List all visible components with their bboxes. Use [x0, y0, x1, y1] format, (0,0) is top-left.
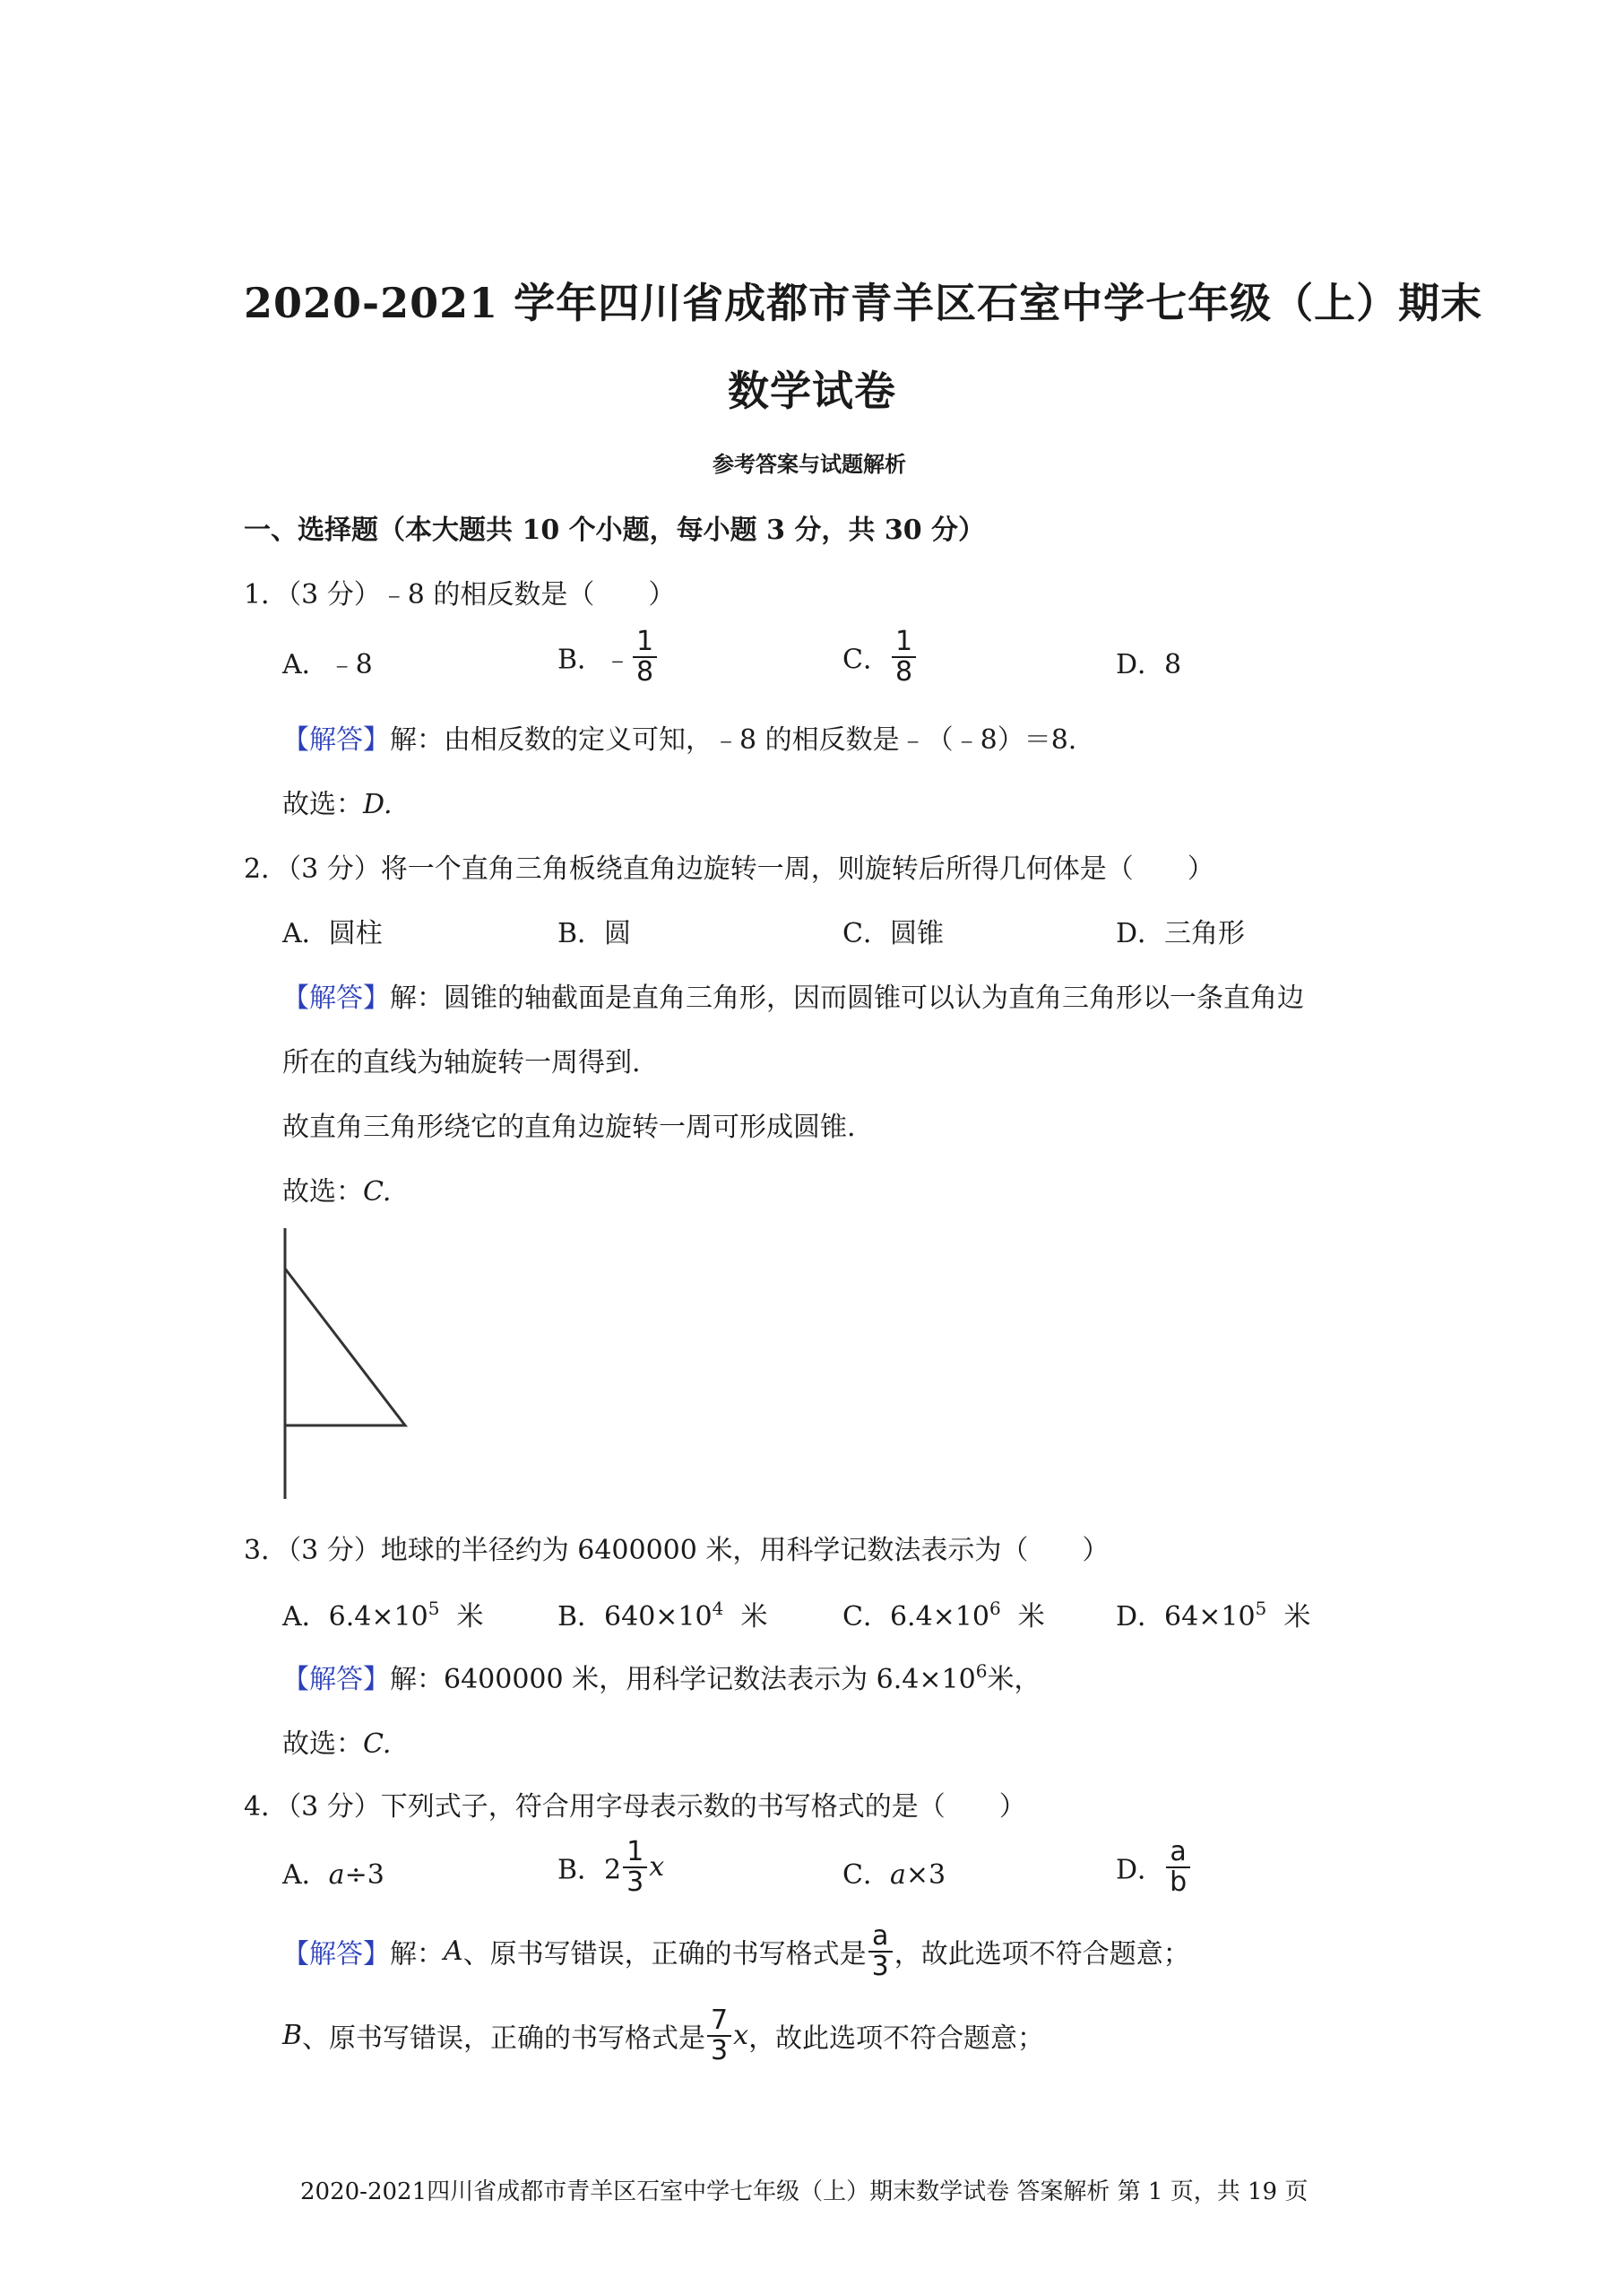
- q1-option-c-prefix: C．: [842, 644, 890, 676]
- answer-tag: 【解答】: [282, 983, 390, 1014]
- question-4-stem: 4．（3 分）下列式子，符合用字母表示数的书写格式的是（ ）: [244, 1791, 1026, 1823]
- rotation-triangle-figure: [269, 1219, 430, 1506]
- q3-option-b: B．$640\times 10^4$ 米: [557, 1598, 768, 1632]
- q4-solution-fraction-b: $\frac{7}{3}$: [707, 2006, 731, 2065]
- answer-tag: 【解答】: [282, 1938, 390, 1970]
- q1-option-a: A．﹣8: [282, 649, 373, 680]
- q1-option-b-fraction: $\frac{1}{8}$: [633, 628, 657, 686]
- q1-option-c-fraction: $\frac{1}{8}$: [892, 628, 916, 686]
- page-footer: 2020-2021四川省成都市青羊区石室中学七年级（上）期末数学试卷 答案解析 第 1 页，共 19 页: [300, 2178, 1309, 2205]
- q2-option-c: C．圆锥: [842, 918, 944, 949]
- q1-option-c: [842, 628, 918, 686]
- q4-solution-line1: 【解答】解：A、原书写错误，正确的书写格式是 $\frac{a}{3}$ ，故此选项不符合题意；: [282, 1920, 1190, 1982]
- q4-option-c: C．a×3: [842, 1859, 946, 1891]
- page-title-line2: 数学试卷: [728, 367, 896, 415]
- q1-choice: 故选：D.: [282, 789, 393, 820]
- q2-solution-line2: 所在的直线为轴旋转一周得到.: [282, 1047, 641, 1078]
- q1-option-d: D．8: [1116, 649, 1182, 680]
- q1-option-b: [557, 628, 659, 686]
- q1-option-b-prefix: B．﹣: [557, 644, 632, 676]
- q4-option-a: A．a÷3: [282, 1859, 384, 1891]
- q4-option-b-fraction: $\frac{1}{3}$: [623, 1838, 647, 1896]
- q4-option-b: B．2 $\frac{1}{3}$ x: [557, 1836, 665, 1898]
- q2-solution-line3: 故直角三角形绕它的直角边旋转一周可形成圆锥.: [282, 1112, 856, 1143]
- q3-solution: 【解答】解：6400000 米，用科学记数法表示为 $6.4\times 10^6$米，: [282, 1660, 1041, 1695]
- answer-tag: 【解答】: [282, 1664, 390, 1695]
- page-subtitle: 参考答案与试题解析: [713, 451, 906, 477]
- right-triangle-shape: [285, 1269, 405, 1425]
- q3-option-c: C．$6.4\times 10^6$ 米: [842, 1598, 1045, 1632]
- q2-option-a: A．圆柱: [282, 918, 383, 949]
- q4-solution-fraction-a: $\frac{a}{3}$: [868, 1922, 893, 1980]
- q1-solution: 【解答】解：由相反数的定义可知，﹣8 的相反数是﹣（﹣8）＝8.: [282, 724, 1077, 756]
- q3-option-d: D．$64\times 10^5$ 米: [1116, 1598, 1311, 1632]
- q3-option-a: A．$6.4\times 10^5$ 米: [282, 1598, 484, 1632]
- q4-solution-line2: B、原书写错误，正确的书写格式是 $\frac{7}{3}$ x，故此选项不符合题意；: [282, 2005, 1045, 2066]
- section-heading: 一、选择题（本大题共 10 个小题，每小题 3 分，共 30 分）: [244, 515, 986, 546]
- q2-solution-line1: 【解答】解：圆锥的轴截面是直角三角形，因而圆锥可以认为直角三角形以一条直角边: [282, 983, 1304, 1014]
- q4-option-d: D． $\frac{a}{b}$: [1116, 1838, 1192, 1896]
- answer-tag: 【解答】: [282, 724, 390, 756]
- q2-option-b: B．圆: [557, 918, 632, 949]
- question-3-stem: 3．（3 分）地球的半径约为 6400000 米，用科学记数法表示为（ ）: [244, 1535, 1110, 1566]
- page-title-line1: 2020-2021 学年四川省成都市青羊区石室中学七年级（上）期末: [244, 279, 1483, 327]
- question-2-stem: 2．（3 分）将一个直角三角板绕直角边旋转一周，则旋转后所得几何体是（ ）: [244, 853, 1214, 885]
- q3-choice: 故选：C.: [282, 1728, 392, 1760]
- question-1-stem: 1．（3 分）﹣8 的相反数是（ ）: [244, 579, 676, 611]
- q2-choice: 故选：C.: [282, 1176, 392, 1208]
- q2-option-d: D．三角形: [1116, 918, 1246, 949]
- q4-option-d-fraction: $\frac{a}{b}$: [1166, 1838, 1190, 1896]
